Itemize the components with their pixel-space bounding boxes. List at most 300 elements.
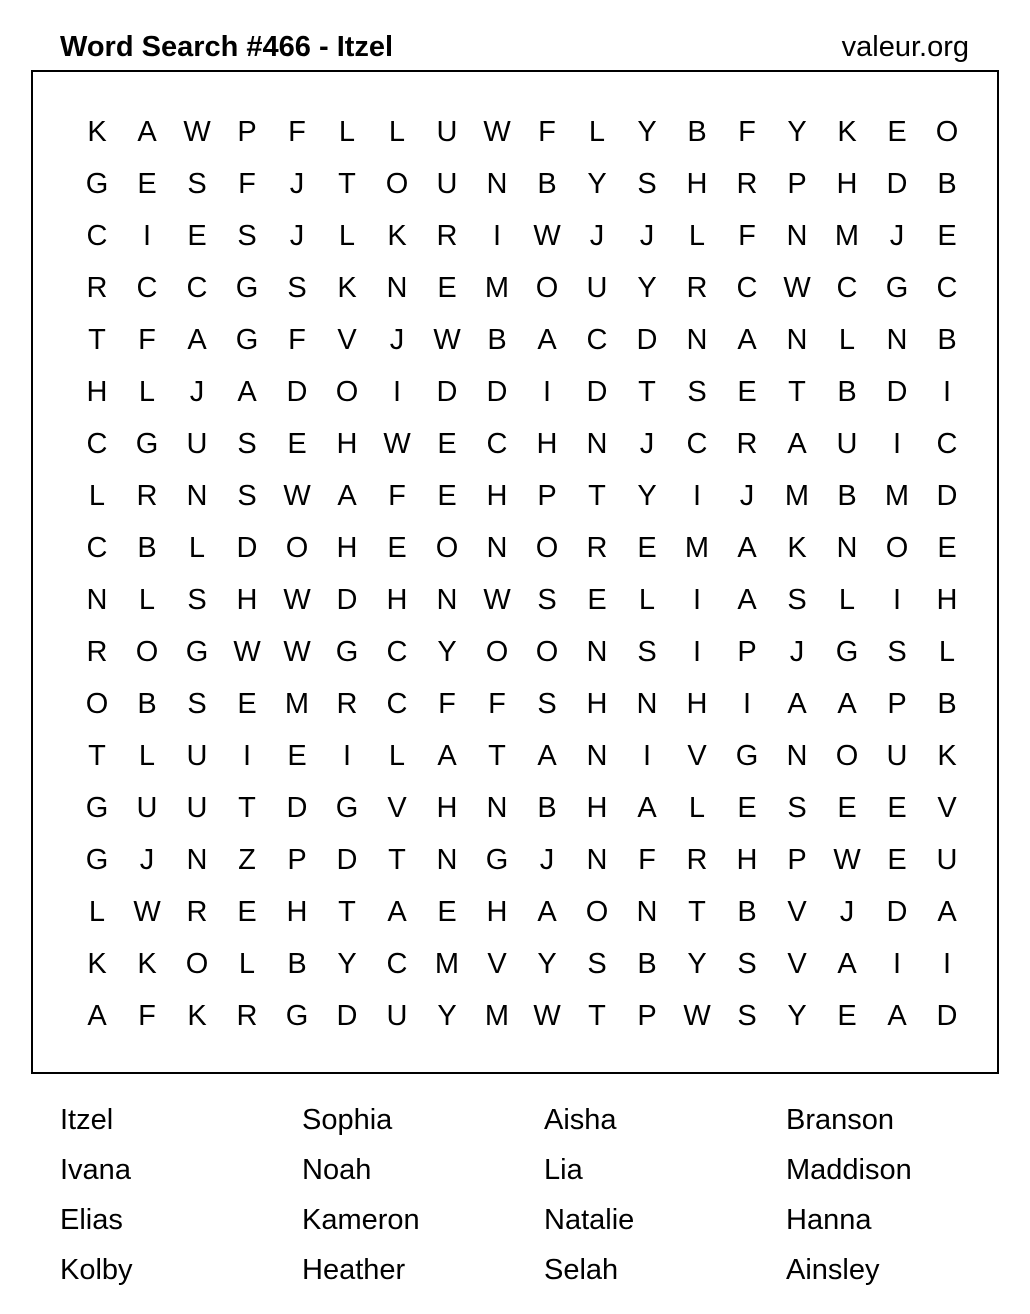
grid-letter: S: [237, 479, 257, 512]
grid-letter: W: [833, 843, 861, 876]
grid-letter: H: [736, 843, 758, 876]
grid-letter: O: [535, 635, 559, 668]
grid-letter: L: [838, 583, 856, 616]
word-list-item: Elias: [60, 1204, 123, 1236]
grid-letter: D: [636, 323, 658, 356]
grid-letter: Y: [437, 635, 457, 668]
grid-letter: Y: [787, 999, 807, 1032]
grid-letter: I: [942, 375, 952, 408]
grid-letter: R: [586, 531, 608, 564]
grid-letter: H: [86, 375, 108, 408]
grid-letter: S: [537, 583, 557, 616]
grid-letter: U: [436, 115, 458, 148]
grid-letter: K: [937, 739, 957, 772]
grid-letter: C: [736, 271, 758, 304]
grid-letter: G: [835, 635, 859, 668]
grid-letter: A: [537, 895, 557, 928]
grid-letter: O: [435, 531, 459, 564]
grid-letter: N: [786, 739, 808, 772]
grid-letter: E: [237, 687, 257, 720]
grid-letter: J: [289, 219, 305, 252]
grid-letter: Y: [787, 115, 807, 148]
word-list: [60, 1095, 1028, 1295]
grid-letter: N: [386, 271, 408, 304]
grid-letter: E: [137, 167, 157, 200]
grid-letter: R: [686, 271, 708, 304]
grid-letter: A: [887, 999, 907, 1032]
grid-letter: S: [187, 687, 207, 720]
grid-letter: S: [237, 427, 257, 460]
grid-letter: Y: [637, 479, 657, 512]
grid-letter: O: [585, 895, 609, 928]
grid-letter: I: [692, 635, 702, 668]
grid-letter: L: [338, 219, 356, 252]
grid-letter: W: [533, 219, 561, 252]
grid-letter: E: [887, 843, 907, 876]
grid-letter: V: [687, 739, 707, 772]
grid-letter: E: [637, 531, 657, 564]
grid-letter: A: [237, 375, 257, 408]
grid-letter: S: [737, 999, 757, 1032]
grid-letter: E: [937, 531, 957, 564]
grid-letter: P: [537, 479, 557, 512]
grid-letter: A: [137, 115, 157, 148]
grid-letter: I: [542, 375, 552, 408]
grid-letter: E: [837, 999, 857, 1032]
grid-letter: E: [437, 427, 457, 460]
grid-letter: N: [786, 323, 808, 356]
grid-letter: H: [936, 583, 958, 616]
grid-letter: G: [185, 635, 209, 668]
grid-letter: H: [236, 583, 258, 616]
grid-letter: N: [486, 791, 508, 824]
grid-letter: H: [486, 895, 508, 928]
grid-letter: R: [736, 427, 758, 460]
grid-letter: T: [238, 791, 256, 824]
grid-letter: M: [284, 687, 310, 720]
grid-letter: A: [187, 323, 207, 356]
grid-letter: Y: [437, 999, 457, 1032]
puzzle-frame: [31, 70, 999, 1074]
grid-letter: F: [288, 115, 306, 148]
grid-letter: E: [887, 115, 907, 148]
grid-letter: A: [737, 531, 757, 564]
grid-letter: I: [892, 947, 902, 980]
grid-letter: R: [86, 635, 108, 668]
word-list-item: Kolby: [60, 1254, 133, 1286]
grid-letter: L: [138, 375, 156, 408]
grid-letter: P: [887, 687, 907, 720]
grid-letter: G: [885, 271, 909, 304]
grid-letter: U: [886, 739, 908, 772]
grid-letter: W: [233, 635, 261, 668]
grid-letter: I: [942, 947, 952, 980]
grid-letter: G: [285, 999, 309, 1032]
grid-letter: E: [437, 271, 457, 304]
grid-letter: C: [386, 635, 408, 668]
grid-letter: E: [737, 791, 757, 824]
grid-letter: U: [136, 791, 158, 824]
grid-letter: D: [336, 843, 358, 876]
grid-letter: S: [537, 687, 557, 720]
word-list-item: Selah: [544, 1254, 619, 1286]
grid-letter: B: [937, 167, 957, 200]
grid-letter: K: [87, 115, 107, 148]
grid-letter: U: [436, 167, 458, 200]
grid-letter: F: [388, 479, 406, 512]
grid-letter: R: [336, 687, 358, 720]
grid-letter: N: [86, 583, 108, 616]
grid-letter: I: [392, 375, 402, 408]
word-list-item: Noah: [302, 1154, 372, 1186]
grid-letter: L: [88, 895, 106, 928]
grid-letter: T: [488, 739, 506, 772]
grid-letter: O: [485, 635, 509, 668]
grid-letter: T: [88, 739, 106, 772]
grid-letter: Y: [687, 947, 707, 980]
grid-letter: I: [692, 479, 702, 512]
grid-letter: F: [738, 115, 756, 148]
grid-letter: H: [486, 479, 508, 512]
grid-letter: G: [735, 739, 759, 772]
grid-letter: L: [938, 635, 956, 668]
grid-letter: M: [784, 479, 810, 512]
grid-letter: B: [537, 791, 557, 824]
grid-letter: E: [887, 791, 907, 824]
grid-letter: P: [787, 843, 807, 876]
grid-letter: G: [335, 791, 359, 824]
grid-letter: W: [283, 583, 311, 616]
grid-letter: E: [287, 427, 307, 460]
grid-letter: S: [787, 791, 807, 824]
grid-letter: I: [642, 739, 652, 772]
grid-letter: F: [438, 687, 456, 720]
grid-letter: O: [335, 375, 359, 408]
grid-letter: G: [135, 427, 159, 460]
grid-letter: N: [586, 739, 608, 772]
grid-letter: L: [838, 323, 856, 356]
grid-letter: U: [936, 843, 958, 876]
grid-letter: J: [289, 167, 305, 200]
grid-letter: D: [936, 479, 958, 512]
grid-letter: C: [86, 219, 108, 252]
grid-letter: E: [187, 219, 207, 252]
grid-letter: P: [237, 115, 257, 148]
grid-letter: A: [837, 687, 857, 720]
grid-letter: C: [936, 271, 958, 304]
grid-letter: U: [186, 739, 208, 772]
grid-letter: U: [186, 427, 208, 460]
grid-letter: A: [787, 687, 807, 720]
grid-letter: C: [486, 427, 508, 460]
grid-letter: S: [637, 635, 657, 668]
grid-letter: S: [587, 947, 607, 980]
word-list-item: Kameron: [302, 1204, 420, 1236]
grid-letter: Z: [238, 843, 256, 876]
grid-letter: I: [342, 739, 352, 772]
word-list-item: Aisha: [544, 1104, 617, 1136]
grid-letter: P: [737, 635, 757, 668]
word-list-item: Itzel: [60, 1104, 114, 1136]
grid-letter: N: [186, 479, 208, 512]
word-list-item: Maddison: [786, 1154, 912, 1186]
grid-letter: E: [587, 583, 607, 616]
word-list-item: Hanna: [786, 1204, 872, 1236]
grid-letter: H: [286, 895, 308, 928]
grid-letter: C: [686, 427, 708, 460]
grid-letter: A: [937, 895, 957, 928]
site-name: valeur.org: [841, 31, 969, 63]
grid-letter: E: [237, 895, 257, 928]
word-list-item: Sophia: [302, 1104, 393, 1136]
grid-letter: B: [137, 687, 157, 720]
grid-letter: J: [889, 219, 905, 252]
grid-letter: D: [286, 375, 308, 408]
grid-letter: P: [637, 999, 657, 1032]
grid-letter: T: [338, 167, 356, 200]
grid-letter: K: [787, 531, 807, 564]
grid-letter: N: [586, 427, 608, 460]
grid-letter: U: [836, 427, 858, 460]
grid-letter: L: [388, 115, 406, 148]
grid-letter: L: [688, 219, 706, 252]
grid-letter: L: [138, 583, 156, 616]
grid-letter: R: [686, 843, 708, 876]
grid-letter: N: [486, 531, 508, 564]
grid-letter: B: [937, 323, 957, 356]
grid-letter: O: [535, 271, 559, 304]
grid-letter: N: [636, 687, 658, 720]
grid-letter: N: [686, 323, 708, 356]
grid-letter: B: [687, 115, 707, 148]
grid-letter: B: [837, 375, 857, 408]
grid-letter: G: [85, 843, 109, 876]
grid-letter: G: [235, 271, 259, 304]
grid-letter: B: [737, 895, 757, 928]
grid-letter: C: [186, 271, 208, 304]
grid-letter: K: [137, 947, 157, 980]
grid-letter: C: [936, 427, 958, 460]
grid-letter: J: [839, 895, 855, 928]
grid-letter: G: [85, 791, 109, 824]
grid-letter: B: [537, 167, 557, 200]
grid-letter: J: [189, 375, 205, 408]
grid-letter: L: [388, 739, 406, 772]
word-list-item: Natalie: [544, 1204, 635, 1236]
grid-letter: W: [283, 479, 311, 512]
grid-letter: S: [237, 219, 257, 252]
grid-letter: B: [937, 687, 957, 720]
grid-letter: C: [136, 271, 158, 304]
grid-letter: E: [287, 739, 307, 772]
grid-letter: H: [836, 167, 858, 200]
grid-letter: D: [936, 999, 958, 1032]
grid-letter: C: [586, 323, 608, 356]
grid-letter: I: [742, 687, 752, 720]
grid-letter: U: [586, 271, 608, 304]
grid-letter: G: [335, 635, 359, 668]
grid-letter: L: [238, 947, 256, 980]
grid-letter: H: [436, 791, 458, 824]
word-list-item: Branson: [786, 1104, 895, 1136]
grid-letter: O: [935, 115, 959, 148]
grid-letter: W: [383, 427, 411, 460]
grid-letter: T: [688, 895, 706, 928]
grid-letter: N: [836, 531, 858, 564]
grid-letter: U: [186, 791, 208, 824]
grid-letter: A: [87, 999, 107, 1032]
grid-letter: W: [783, 271, 811, 304]
grid-letter: A: [387, 895, 407, 928]
grid-letter: A: [837, 947, 857, 980]
grid-letter: B: [637, 947, 657, 980]
grid-letter: N: [486, 167, 508, 200]
grid-letter: M: [884, 479, 910, 512]
grid-letter: Y: [637, 271, 657, 304]
grid-letter: S: [637, 167, 657, 200]
grid-letter: Y: [587, 167, 607, 200]
grid-letter: G: [85, 167, 109, 200]
grid-letter: C: [86, 427, 108, 460]
grid-letter: A: [337, 479, 357, 512]
grid-letter: S: [787, 583, 807, 616]
grid-letter: O: [285, 531, 309, 564]
grid-letter: P: [287, 843, 307, 876]
grid-letter: J: [389, 323, 405, 356]
grid-letter: T: [338, 895, 356, 928]
grid-letter: O: [835, 739, 859, 772]
grid-letter: I: [892, 427, 902, 460]
grid-letter: R: [236, 999, 258, 1032]
grid-letter: W: [133, 895, 161, 928]
grid-letter: V: [487, 947, 507, 980]
letter-grid: [72, 106, 972, 1042]
grid-letter: W: [483, 583, 511, 616]
grid-letter: K: [187, 999, 207, 1032]
grid-letter: J: [539, 843, 555, 876]
grid-letter: D: [886, 895, 908, 928]
grid-letter: H: [536, 427, 558, 460]
grid-letter: J: [139, 843, 155, 876]
grid-letter: A: [437, 739, 457, 772]
grid-letter: D: [336, 999, 358, 1032]
grid-letter: F: [238, 167, 256, 200]
grid-letter: T: [588, 999, 606, 1032]
grid-letter: W: [283, 635, 311, 668]
word-list-item: Ivana: [60, 1154, 131, 1186]
grid-letter: V: [387, 791, 407, 824]
grid-letter: C: [86, 531, 108, 564]
grid-letter: S: [887, 635, 907, 668]
grid-letter: W: [533, 999, 561, 1032]
grid-letter: J: [639, 427, 655, 460]
grid-letter: K: [837, 115, 857, 148]
grid-letter: F: [738, 219, 756, 252]
grid-letter: C: [836, 271, 858, 304]
grid-letter: F: [538, 115, 556, 148]
grid-letter: C: [386, 687, 408, 720]
grid-letter: N: [886, 323, 908, 356]
grid-letter: M: [434, 947, 460, 980]
grid-letter: L: [338, 115, 356, 148]
grid-letter: M: [684, 531, 710, 564]
grid-letter: M: [834, 219, 860, 252]
grid-letter: V: [337, 323, 357, 356]
grid-letter: H: [336, 427, 358, 460]
grid-letter: M: [484, 271, 510, 304]
grid-letter: E: [737, 375, 757, 408]
grid-letter: K: [387, 219, 407, 252]
grid-letter: S: [687, 375, 707, 408]
grid-letter: Y: [337, 947, 357, 980]
grid-letter: I: [692, 583, 702, 616]
grid-letter: N: [436, 583, 458, 616]
grid-letter: N: [586, 635, 608, 668]
grid-letter: S: [287, 271, 307, 304]
grid-letter: V: [937, 791, 957, 824]
grid-letter: B: [137, 531, 157, 564]
grid-letter: A: [537, 739, 557, 772]
grid-letter: Y: [537, 947, 557, 980]
grid-letter: A: [537, 323, 557, 356]
grid-letter: P: [787, 167, 807, 200]
grid-letter: F: [288, 323, 306, 356]
grid-letter: D: [586, 375, 608, 408]
word-list-item: Heather: [302, 1254, 406, 1286]
grid-letter: W: [433, 323, 461, 356]
grid-letter: H: [336, 531, 358, 564]
grid-letter: E: [437, 479, 457, 512]
grid-letter: A: [787, 427, 807, 460]
grid-letter: D: [886, 167, 908, 200]
grid-letter: T: [588, 479, 606, 512]
grid-letter: R: [186, 895, 208, 928]
grid-letter: D: [236, 531, 258, 564]
grid-letter: D: [286, 791, 308, 824]
grid-letter: W: [483, 115, 511, 148]
grid-letter: D: [886, 375, 908, 408]
grid-letter: H: [386, 583, 408, 616]
grid-letter: F: [488, 687, 506, 720]
grid-letter: I: [492, 219, 502, 252]
grid-letter: U: [386, 999, 408, 1032]
word-list-item: Lia: [544, 1154, 583, 1186]
grid-letter: E: [437, 895, 457, 928]
grid-letter: J: [739, 479, 755, 512]
grid-letter: T: [788, 375, 806, 408]
grid-letter: H: [586, 791, 608, 824]
grid-letter: R: [736, 167, 758, 200]
grid-letter: N: [586, 843, 608, 876]
grid-letter: H: [686, 167, 708, 200]
grid-letter: V: [787, 895, 807, 928]
grid-letter: A: [737, 323, 757, 356]
grid-letter: N: [786, 219, 808, 252]
grid-letter: A: [637, 791, 657, 824]
grid-letter: S: [187, 583, 207, 616]
grid-letter: I: [242, 739, 252, 772]
grid-letter: E: [837, 791, 857, 824]
grid-letter: J: [789, 635, 805, 668]
grid-letter: N: [186, 843, 208, 876]
grid-letter: C: [386, 947, 408, 980]
grid-letter: R: [136, 479, 158, 512]
grid-letter: L: [638, 583, 656, 616]
grid-letter: H: [686, 687, 708, 720]
grid-letter: R: [436, 219, 458, 252]
grid-letter: L: [588, 115, 606, 148]
grid-letter: F: [138, 323, 156, 356]
